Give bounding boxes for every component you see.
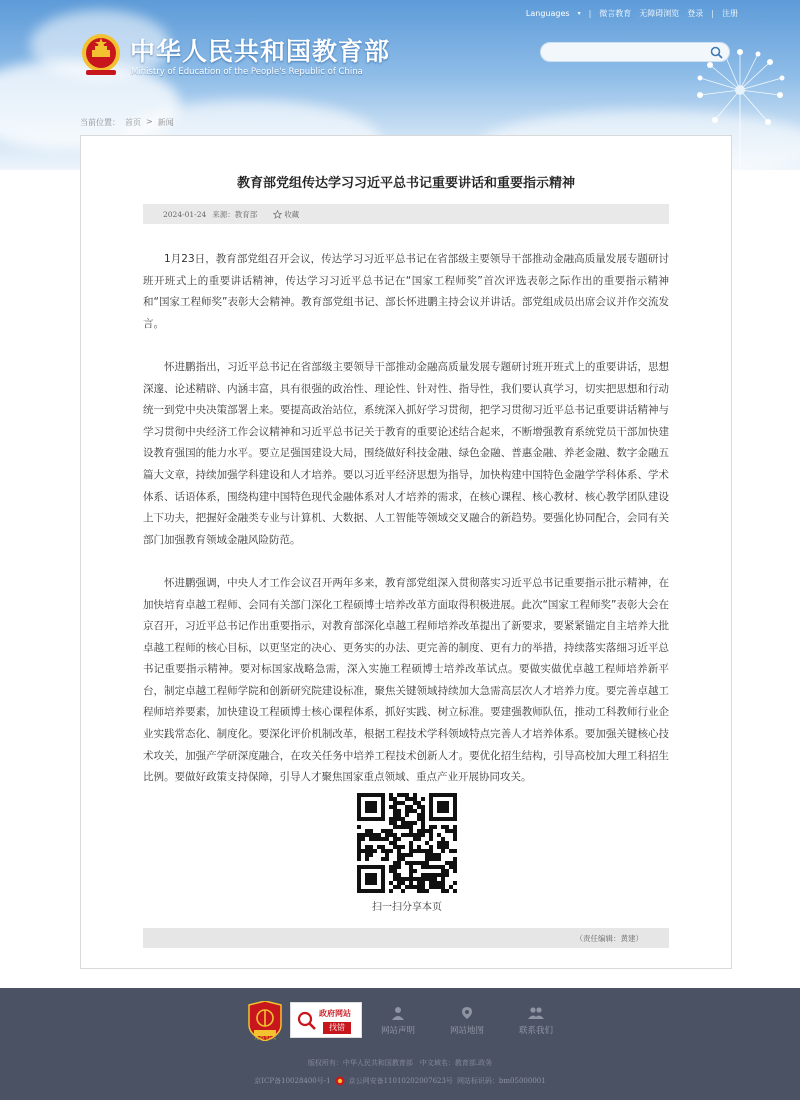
article-card — [80, 135, 732, 969]
article-paragraph: 怀进鹏指出，习近平总书记在省部级主要领导干部推动金融高质量发展专题研讨班开班式上的重要讲话，思想深邃、论述精辟、内涵丰富，具有很强的政治性、理论性、针对性、指导性，我们要认真学习，切实把思想和行动统一到党中央决策部署上来。要提高政治站位，系统深入抓好学习贯彻，把学习贯彻习近平总书记重要讲话精神与学习贯彻中央经济工作会议精神和习近平总书记关于教育的重要论述结合起来，不断增强教育系统党员干部加快建设教育强国的能力水平。要立足强国建设大局，围绕做好科技金融、绿色金融、普惠金融、养老金融、数字金融五篇大文章，持续加强学科建设和人才培养。要以习近平经济思想为指导，加快构建中国特色金融学学科体系、学术体系、话语体系，围绕构建中国特色现代金融体系对人才培养的需求，在核心课程、核心教材、核心教学团队建设上下功夫，把握好金融类专业与计算机、大数据、人工智能等领域交叉融合的新趋势。要强化协同配合，会同有关部门加强教育领域金融风险防范。 — [143, 360, 669, 546]
search-icon[interactable] — [710, 46, 723, 59]
site-map-label: 网站地图 — [449, 1026, 484, 1036]
magnifier-icon — [297, 1011, 317, 1031]
site-footer — [0, 988, 800, 1100]
article-date: 2024-01-24 — [163, 209, 207, 219]
article-body — [143, 249, 669, 810]
star-icon — [273, 210, 282, 219]
favorite-label: 收藏 — [284, 209, 300, 219]
article-paragraph: 怀进鹏强调，中央人才工作会议召开两年多来，教育部党组深入贯彻落实习近平总书记重要指示批示精神，在加快培育卓越工程师、会同有关部门深化工程硕博士培养改革方面取得积极进展。此次“国家工程师奖”表彰大会在京召开，习近平总书记作出重要指示，对教育部深化卓越工程师培养改革提出了新要求，要紧紧锚定自主培养大批卓越工程师的核心目标，以更坚定的决心、更务实的办法、更完善的制度、更有力的举措，持续落实落细习近平总书记重要指示精神。要对标国家战略急需，深入实施工程硕博士培养改革试点。要做实做优卓越工程师培养新平台，制定卓越工程师学院和创新研究院建设标准，聚焦关键领域持续加大急需高层次人才培养力度。要完善卓越工程师培养要素，加快建设工程硕博士核心课程体系，抓好实践、树立标准。要建强教师队伍，推动工科教师行业企业实践常态化、制度化。要深化评价机制改革，根据工程技术学科领域特点完善人才培养体系。要加强关键核心技术攻关，加强产学研深度融合，在攻关任务中培养工程技术创新人才。要优化招生结构，引导高校加大理工科招生比例。要做好政策支持保障，引导人才聚焦国家重点领域、重点产业开展协同攻关。 — [143, 576, 669, 784]
site-map-link[interactable] — [437, 1006, 497, 1036]
contact-us-label: 联系我们 — [518, 1026, 553, 1036]
site-statement-label: 网站声明 — [380, 1026, 415, 1036]
separator: | — [711, 9, 714, 18]
register-link[interactable]: 注册 — [722, 9, 738, 18]
article-title: 教育部党组传达学习习近平总书记重要讲话和重要指示精神 — [236, 176, 575, 191]
login-link[interactable]: 登录 — [687, 9, 704, 18]
police-record-link[interactable]: 京公网安备11010202007623号 — [348, 1077, 453, 1085]
top-links — [526, 8, 738, 19]
site-subtitle: Ministry of Education of the People's Republic of China — [131, 67, 363, 77]
gov-website-error-report-button[interactable] — [290, 1002, 362, 1038]
registration-line — [0, 1076, 800, 1086]
search-bar — [540, 42, 730, 62]
chevron-down-icon[interactable]: ▾ — [577, 10, 581, 17]
search-input[interactable] — [551, 46, 711, 64]
accessibility-link[interactable]: 无障碍浏览 — [639, 9, 680, 18]
elder-mode-link[interactable]: 微言教育 — [599, 9, 632, 18]
icp-link[interactable]: 京ICP备10028400号-1 — [254, 1077, 331, 1085]
gov-badge-action: 找错 — [323, 1022, 351, 1034]
contacts-icon — [528, 1006, 544, 1020]
site-code: 网站标识码：bm05000001 — [456, 1077, 546, 1085]
person-icon — [391, 1006, 405, 1020]
article-source: 来源：教育部 — [212, 209, 258, 219]
breadcrumb-separator: > — [146, 117, 153, 126]
gov-badge-title: 政府网站 — [319, 1009, 351, 1018]
breadcrumb-prefix: 当前位置： — [80, 118, 120, 127]
map-pin-icon — [460, 1006, 474, 1020]
contact-us-link[interactable] — [506, 1006, 566, 1036]
article-paragraph: 1月23日，教育部党组召开会议，传达学习习近平总书记在省部级主要领导干部推动金融高质量发展专题研讨班开班式上的重要讲话精神，传达学习习近平总书记在“国家工程师奖”首次评选表彰之际作出的重要指示精神和“国家工程师奖”表彰大会精神。教育部党组书记、部长怀进鹏主持会议并讲话。部党组成员出席会议并作交流发言。 — [143, 253, 669, 330]
site-title[interactable]: 中华人民共和国教育部 — [130, 37, 391, 66]
separator: | — [588, 9, 592, 18]
languages-link[interactable]: Languages — [525, 9, 570, 18]
breadcrumb-home-link[interactable]: 首页 — [125, 118, 141, 127]
police-badge-icon — [335, 1076, 345, 1086]
national-emblem-icon — [80, 32, 122, 78]
article-meta-bar — [143, 204, 669, 224]
party-government-label: 党政机关 — [253, 1035, 276, 1041]
favorite-button[interactable] — [273, 209, 299, 220]
qr-code-image — [357, 793, 457, 893]
site-statement-link[interactable] — [368, 1006, 428, 1036]
editor-bar — [143, 928, 669, 948]
qr-share-label: 扫一扫分享本页 — [372, 902, 442, 913]
copyright-text: 版权所有：中华人民共和国教育部 中文域名：教育部.政务 — [307, 1059, 493, 1067]
breadcrumb-current-link[interactable]: 新闻 — [157, 118, 174, 127]
breadcrumb — [80, 117, 174, 128]
responsible-editor: （责任编辑：黄建） — [575, 933, 643, 943]
